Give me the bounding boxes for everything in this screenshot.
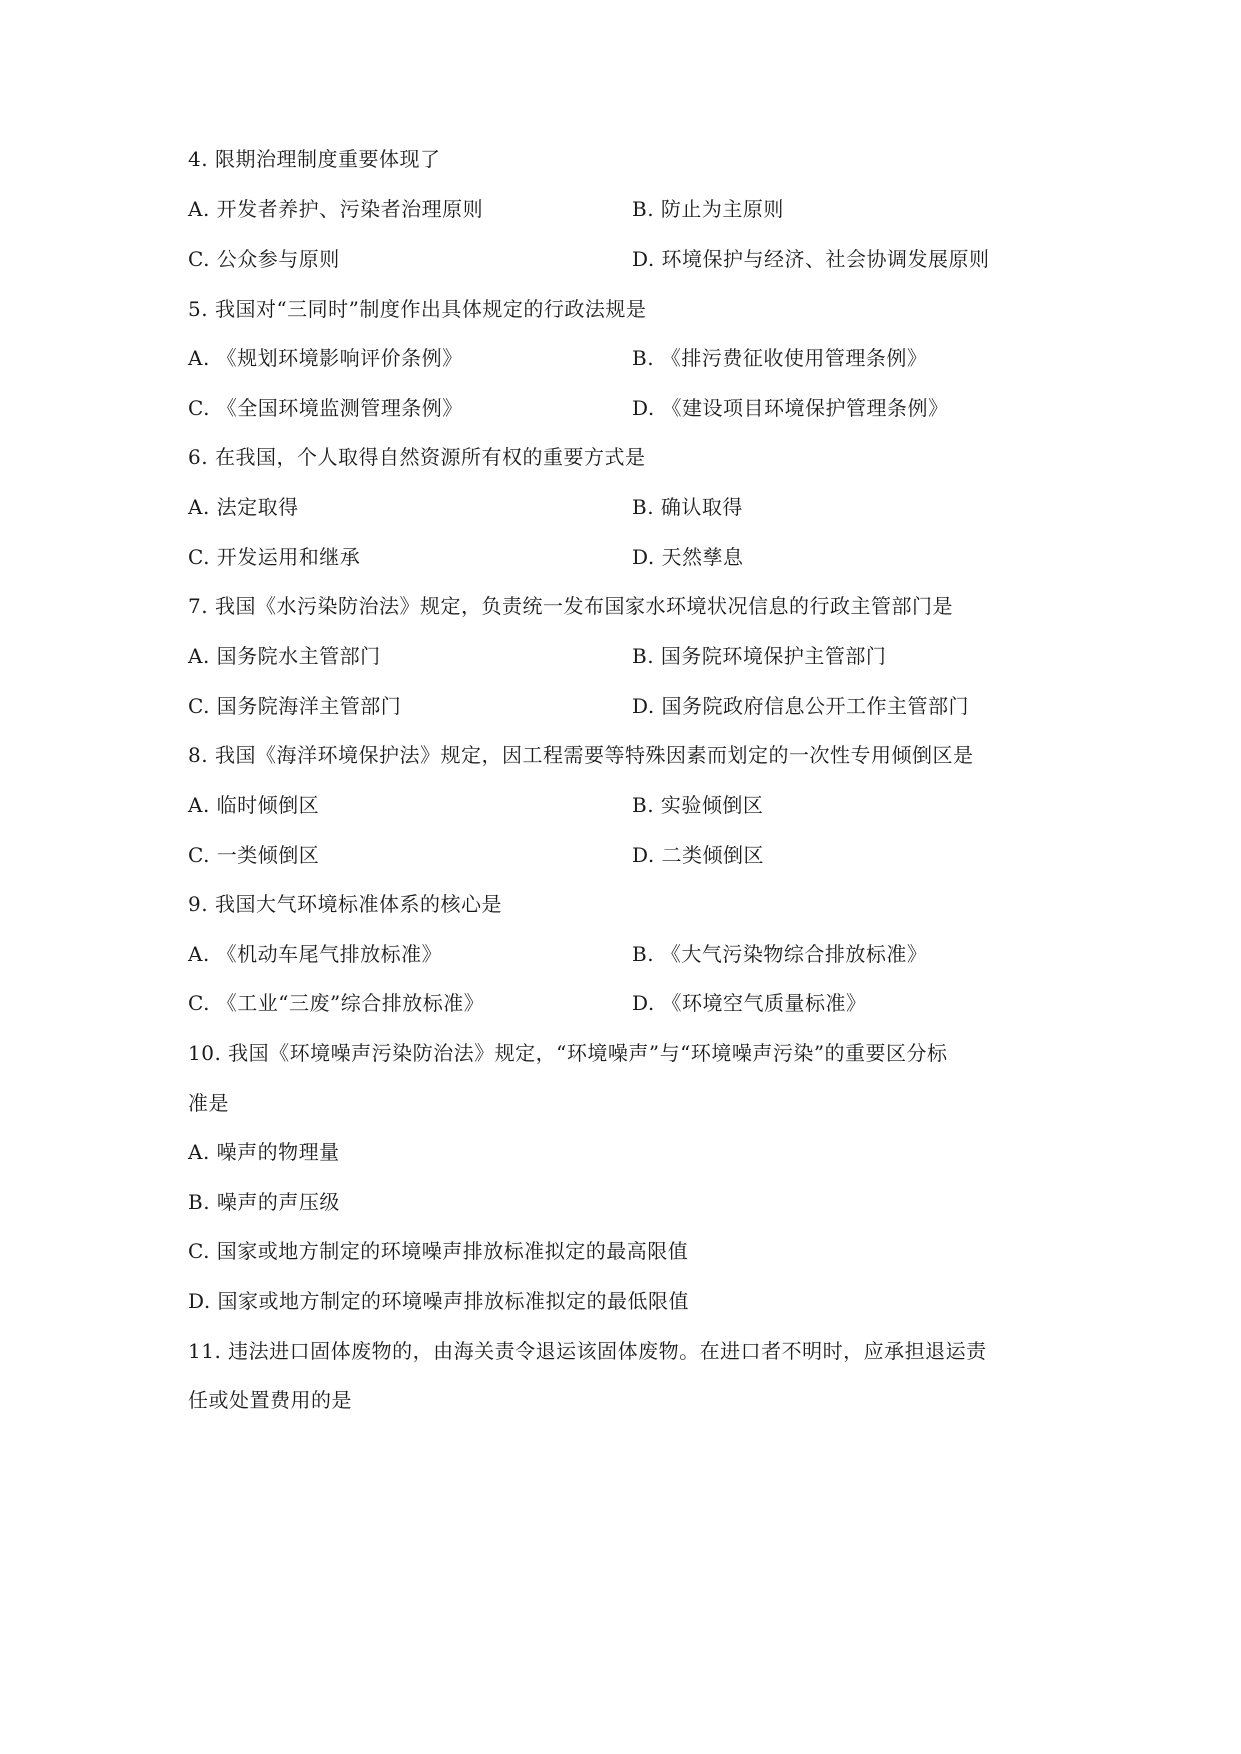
question-5-option-a: A. 《规划环境影响评价条例》 bbox=[188, 346, 463, 370]
question-5-option-d: D. 《建设项目环境保护管理条例》 bbox=[632, 396, 949, 420]
question-11-stem-line-1: 11. 违法进口固体废物的，由海关责令退运该固体废物。在进口者不明时，应承担退运责 bbox=[188, 1339, 987, 1363]
question-6-option-c: C. 开发运用和继承 bbox=[188, 545, 361, 569]
question-4-option-b: B. 防止为主原则 bbox=[632, 197, 784, 221]
question-6-option-a: A. 法定取得 bbox=[188, 495, 299, 519]
question-10-option-d: D. 国家或地方制定的环境噪声排放标准拟定的最低限值 bbox=[188, 1289, 690, 1313]
question-9-option-d: D. 《环境空气质量标准》 bbox=[632, 991, 867, 1015]
question-9-option-b: B. 《大气污染物综合排放标准》 bbox=[632, 942, 928, 966]
question-7-stem: 7. 我国《水污染防治法》规定，负责统一发布国家水环境状况信息的行政主管部门是 bbox=[188, 594, 953, 618]
question-9-stem: 9. 我国大气环境标准体系的核心是 bbox=[188, 892, 502, 916]
question-4-option-a: A. 开发者养护、污染者治理原则 bbox=[188, 197, 484, 221]
question-7-option-a: A. 国务院水主管部门 bbox=[188, 644, 381, 668]
question-10-option-c: C. 国家或地方制定的环境噪声排放标准拟定的最高限值 bbox=[188, 1239, 689, 1263]
question-7-option-b: B. 国务院环境保护主管部门 bbox=[632, 644, 887, 668]
question-10-option-b: B. 噪声的声压级 bbox=[188, 1190, 340, 1214]
question-8-option-a: A. 临时倾倒区 bbox=[188, 793, 320, 817]
question-4-option-d: D. 环境保护与经济、社会协调发展原则 bbox=[632, 247, 990, 271]
question-4-option-c: C. 公众参与原则 bbox=[188, 247, 340, 271]
question-7-option-d: D. 国务院政府信息公开工作主管部门 bbox=[632, 694, 970, 718]
question-5-option-c: C. 《全国环境监测管理条例》 bbox=[188, 396, 463, 420]
question-8-option-d: D. 二类倾倒区 bbox=[632, 843, 765, 867]
question-10-option-a: A. 噪声的物理量 bbox=[188, 1140, 340, 1164]
question-6-option-b: B. 确认取得 bbox=[632, 495, 743, 519]
question-6-option-d: D. 天然孳息 bbox=[632, 545, 744, 569]
question-10-stem-line-2: 准是 bbox=[188, 1091, 229, 1115]
question-8-stem: 8. 我国《海洋环境保护法》规定，因工程需要等特殊因素而划定的一次性专用倾倒区是 bbox=[188, 743, 974, 767]
question-6-stem: 6. 在我国，个人取得自然资源所有权的重要方式是 bbox=[188, 445, 646, 469]
question-9-option-a: A. 《机动车尾气排放标准》 bbox=[188, 942, 443, 966]
question-5-option-b: B. 《排污费征收使用管理条例》 bbox=[632, 346, 928, 370]
question-10-stem-line-1: 10. 我国《环境噪声污染防治法》规定，“环境噪声”与“环境噪声污染”的重要区分标 bbox=[188, 1041, 948, 1065]
question-11-stem-line-2: 任或处置费用的是 bbox=[188, 1388, 352, 1412]
question-5-stem: 5. 我国对“三同时”制度作出具体规定的行政法规是 bbox=[188, 297, 647, 321]
question-9-option-c: C. 《工业“三废”综合排放标准》 bbox=[188, 991, 485, 1015]
question-4-stem: 4. 限期治理制度重要体现了 bbox=[188, 147, 441, 171]
question-7-option-c: C. 国务院海洋主管部门 bbox=[188, 694, 402, 718]
question-8-option-b: B. 实验倾倒区 bbox=[632, 793, 764, 817]
question-8-option-c: C. 一类倾倒区 bbox=[188, 843, 320, 867]
